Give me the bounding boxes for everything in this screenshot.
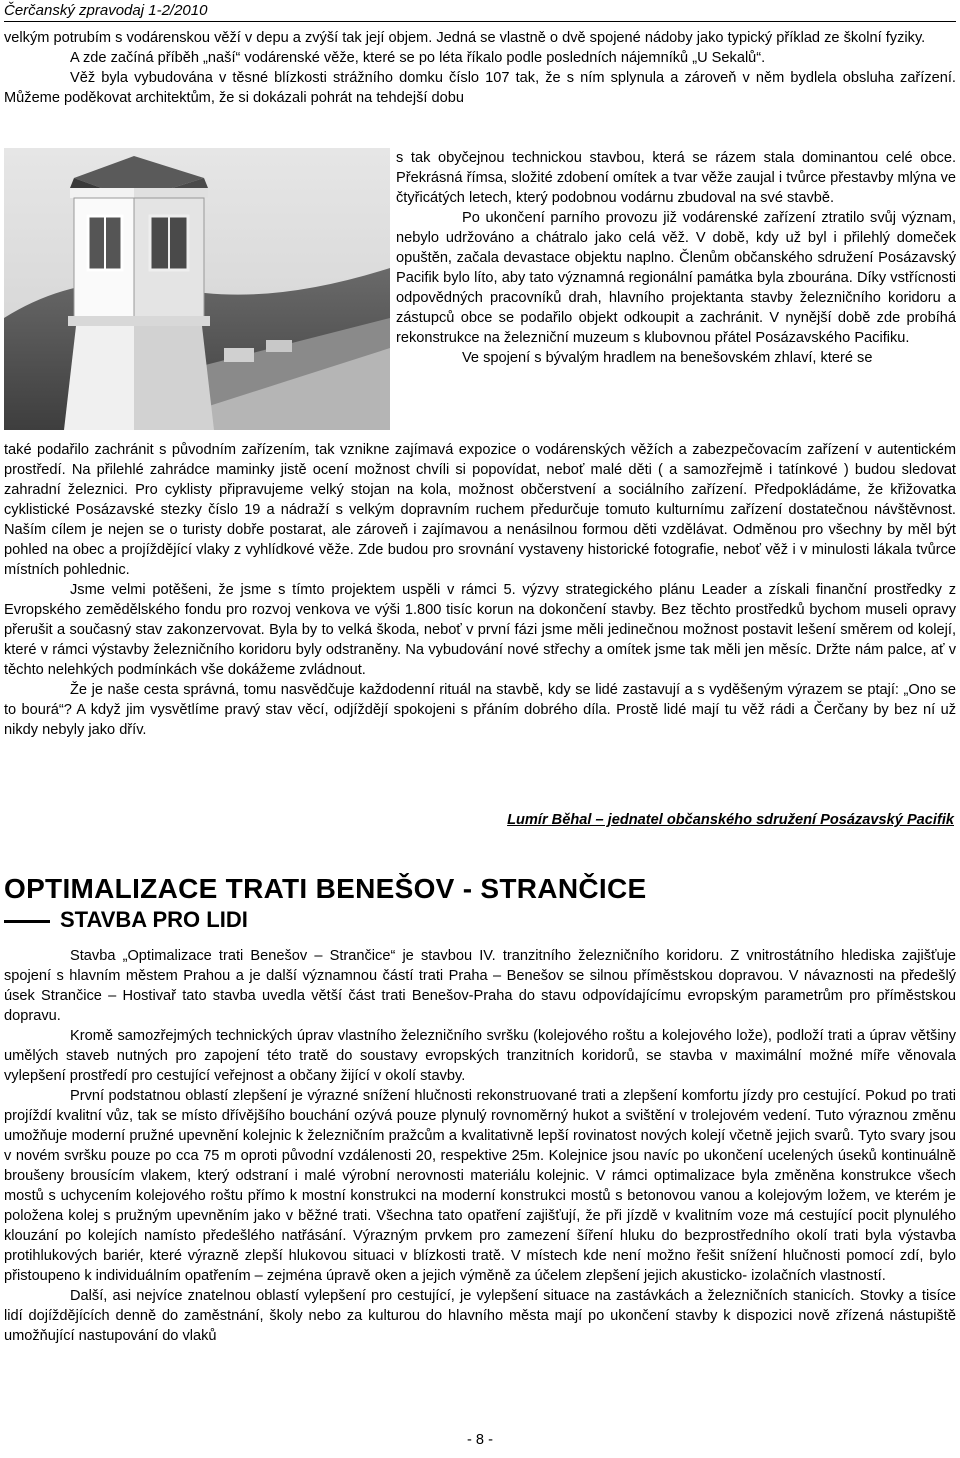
paragraph: Ve spojení s bývalým hradlem na benešovském zhlaví, které se [462,350,873,366]
paragraph: s tak obyčejnou technickou stavbou, která se rázem stala dominantou celé obce. Překrásná římsa, složité zdobení omítek a tvar věže zaujal i tvůrce přestavby mlýna ve čtyřicátých letech, který podobnou vodárnu zbudoval na své stavbě. [396,150,956,206]
subtitle-text: STAVBA PRO LIDI [60,907,248,932]
article-title: OPTIMALIZACE TRATI BENEŠOV - STRANČICE [4,873,647,904]
continued-text [4,440,956,740]
page-number: - 8 - [467,1432,493,1448]
article-subtitle [4,907,248,933]
paragraph: Jsme velmi potěšeni, že jsme s tímto projektem uspěli v rámci 5. výzvy strategického plánu Leader a získali finanční prostředky z Evropského zemědělského fondu pro rozvoj venkova ve výši 1.800 tisíc korun na dokončení stavby. Bez těchto prostředků bychom museli opravy přerušit a současný stav zakonzervovat. Byla by to velká škoda, neboť v první fázi jsme měli jedinečnou možnost postavit lešení směrem od kolejí, které v rámci výstavby železničního koridoru byly odstraněny. Na vybudování nové střechy a omítek jsme tak měli jen měsíc. Držte nám palce, ať v těchto nelehkých podmínkách vše dokážeme zvládnout. [4,582,956,678]
paragraph: První podstatnou oblastí zlepšení je výrazné snížení hlučnosti rekonstruované trati a zlepšení komfortu jízdy pro cestující. Pokud po trati projíždí kvalitní vůz, tak se místo dřívějšího bouchání ozývá pouze plynulý rovnoměrný hukot a svištění v trolejovém vedení. Tuto výraznou změnu umožňuje moderní pružné upevnění kolejnic k železničním pražcům a kvalitativně lepší rovinatost nových kolejí včetně jejich svarů. Tyto svary jsou v novém svršku pouze po cca 75 m oproti původní vzdálenosti 20, respektive 25m. Kolejnice jsou navíc po ukončení ucelených úseků kontinuálně broušeny brousícím vlakem, který odstraní i malé výrobní nerovnosti materiálu kolejnic. V rámci optimalizace byla změněna konstrukce všech mostů s uchycením kolejového roštu přímo k mostní konstrukci na moderní konstrukci mostů s betonovou vanou a kolejovým ložem, ve kterém je položena kolej s pružným upevněním jako v běžné trati. Všechna tato opatření zajišťují, že při jízdě v kvalitním voze má cestující pocit plynulého klouzání po kolejích namísto předešlého natřásání. Výrazným prvkem pro zamezení šíření hluku do bezprostředního okolí trati byla výstavba protihlukových bariér, které výrazně zlepší hlukovou situaci v blízkosti tratě. V místech kde není možno řešit snížení hlučnosti pomocí zdí, bylo přistoupeno k individuálním opatřením – zejména úpravě oken a jejich výměně za účelem zlepšení jejich akusticko- izolačních vlastností. [4,1088,956,1284]
author-signature: Lumír Běhal – jednatel občanského sdružení Posázavský Pacifik [507,812,954,828]
water-tower-photo [4,148,390,430]
intro-text [4,28,956,108]
paragraph: Že je naše cesta správná, tomu nasvědčuje každodenní rituál na stavbě, kdy se lidé zastavují a s vyděšeným výrazem se ptají: „Ono se to bourá“? A když jim vysvětlíme pravý stav věcí, odjíždějí spokojeni s přáním dobrého díla. Prostě lidé mají tu věž rádi a Čerčany by bez ní už nikdy nebyly jako dřív. [4,682,956,738]
paragraph: Další, asi nejvíce znatelnou oblastí vylepšení pro cestující, je vylepšení situace na zastávkách a železničních stanicích. Stovky a tisíce lidí dojíždějících denně do zaměstnání, školy nebo za kulturou do hlavního města mají po ukončení stavby k dispozici nově zřízená nástupiště umožňující nastupování do vlaků [4,1288,956,1344]
wrapped-text [396,148,956,368]
paragraph: Stavba „Optimalizace trati Benešov – Strančice“ je stavbou IV. tranzitního železničního koridoru. Z vnitrostátního hlediska zajišťuje spojení s hlavním městem Prahou a je další významnou částí trati Praha – Benešov se silnou příměstskou dopravou. V návaznosti na předešlý úsek Strančice – Hostivař tato stavba uvedla větší část trati Benešov-Praha do stavu odpovídajícímu evropským parametrům pro příměstskou dopravu. [4,948,956,1024]
article2-body [4,946,956,1346]
dash-rule [4,920,50,923]
paragraph: A zde začíná příběh „naší“ vodárenské věže, které se po léta říkalo podle posledních nájemníků „U Sekalů“. [70,50,766,66]
paragraph: Po ukončení parního provozu již vodárenské zařízení ztratilo svůj význam, nebylo udržováno a chátralo jako celá věž. V době, kdy už byl i přilehlý domeček opuštěn, začala devastace objektu naplno. Členům občanského sdružení Posázavský Pacifik bylo líto, aby tato významná regionální památka byla zbourána. Díky vstřícnosti odpovědných pracovníků drah, hlavního projektanta stavby železničního koridoru a zástupců obce se podařilo objekt odkoupit a zachránit. V nynější době zde probíhá rekonstrukce na železniční muzeum s klubovnou přátel Posázavského Pacifiku. [396,210,956,346]
paragraph: Věž byla vybudována v těsné blízkosti strážního domku číslo 107 tak, že s ním splynula a zároveň v něm bydlela obsluha zařízení. Můžeme poděkovat architektům, že si dokázali pohrát na tehdejší dobu [4,70,956,106]
page-header [4,0,956,22]
publication-title: Čerčanský zpravodaj 1-2/2010 [4,2,208,19]
water-tower-illustration [4,148,390,430]
paragraph: velkým potrubím s vodárenskou věží v depu a zvýší tak její objem. Jedná se vlastně o dvě spojené nádoby jako typický příklad ze školní fyziky. [4,30,926,46]
paragraph: Kromě samozřejmých technických úprav vlastního železničního svršku (kolejového roštu a kolejového lože), podloží trati a úprav většiny umělých staveb nutných pro zapojení této tratě do soustavy evropských tranzitních koridorů, se stavba v maximální možné míře věnovala vylepšení prostředí pro cestující veřejnost a občany žijící v okolí stavby. [4,1028,956,1084]
paragraph: také podařilo zachránit s původním zařízením, tak vznikne zajímavá expozice o vodárenských věžích a zabezpečovacím zařízení v autentickém prostředí. Na přilehlé zahrádce maminky jistě ocení možnost chvíli si popovídat, neboť malé děti ( a samozřejmě i tatínkové ) budou sledovat zahradní železnici. Pro cyklisty připravujeme velký stojan na kola, možnost občerstvení a sociálního zařízení. Předpokládáme, že křižovatka cyklistické Posázavské stezky číslo 19 a nádraží s velkým dopravním ruchem předurčuje tomuto kulturnímu zařízení dostatečnou návštěvnost. Naším cílem je nejen se o turisty dobře postarat, ale zároveň i zajímavou a nenásilnou formou děti vzdělávat. Odměnou pro všechny by měl být pohled na obec a projíždějící vlaky z vyhlídkové věže. Zde budou pro srovnání vystaveny historické fotografie, neboť věž i v minulosti lákala tvůrce místních pohlednic. [4,442,956,578]
